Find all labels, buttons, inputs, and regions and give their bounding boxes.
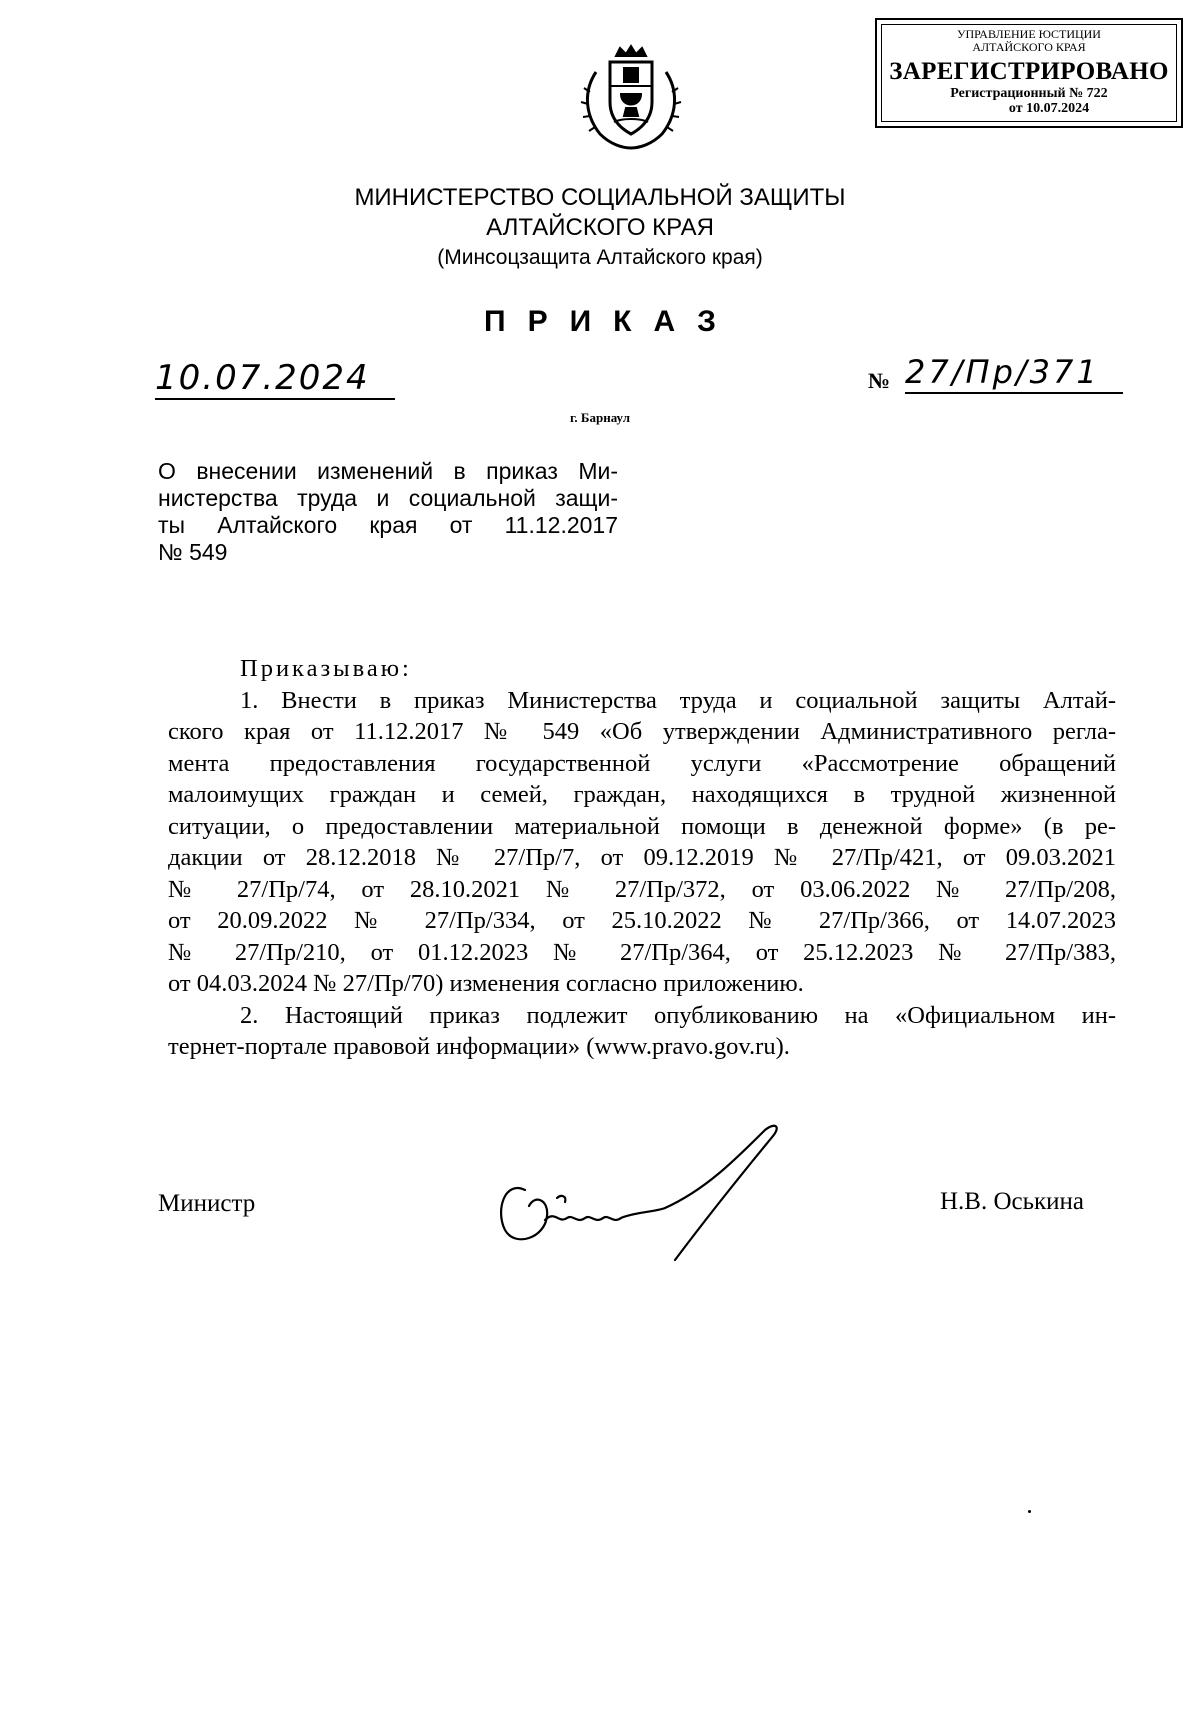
city: г. Барнаул	[569, 410, 631, 425]
stamp-registration-date: от 10.07.2024	[1008, 101, 1090, 116]
signer-role: Министр	[158, 1190, 256, 1217]
body-line: дакции от 28.12.2018 № 27/Пр/7, от 09.12.2019 № 27/Пр/421, от 09.03.2021	[168, 844, 1116, 871]
body-line: № 27/Пр/74, от 28.10.2021 № 27/Пр/372, от 03.06.2022 № 27/Пр/208,	[168, 875, 1116, 903]
ministry-header	[0, 183, 1200, 273]
signer-name: Н.В. Оськина	[940, 1188, 1085, 1215]
stamp-registration-number: Регистрационный № 722	[950, 86, 1108, 101]
scan-speck	[1028, 1510, 1031, 1513]
body-line: малоимущих граждан и семей, граждан, находящихся в трудной жизненной	[168, 781, 1116, 808]
handwritten-number: 27/Пр/371	[905, 352, 1123, 394]
coat-of-arms-icon	[576, 42, 686, 152]
ministry-name-line1: МИНИСТЕРСТВО СОЦИАЛЬНОЙ ЗАЩИТЫ	[354, 184, 846, 211]
handwritten-signature	[485, 1120, 815, 1270]
handwritten-date: 10.07.2024	[155, 358, 395, 400]
body-line: 1. Внести в приказ Министерства труда и социальной защиты Алтай-	[240, 686, 1116, 714]
body-line: 2. Настоящий приказ подлежит опубликованию на «Официальном ин-	[240, 1001, 1116, 1029]
body-line: № 27/Пр/210, от 01.12.2023 № 27/Пр/364, от 25.12.2023 № 27/Пр/383,	[168, 938, 1116, 966]
subject-line: № 549	[158, 539, 228, 565]
document-type-title: ПРИКАЗ	[484, 305, 738, 338]
number-label: №	[868, 368, 891, 393]
body-line: тернет-портале правовой информации» (www.pravo.gov.ru).	[168, 1033, 790, 1060]
stamp-status: ЗАРЕГИСТРИРОВАНО	[889, 58, 1169, 85]
body-line: от 04.03.2024 № 27/Пр/70) изменения согласно приложению.	[168, 970, 804, 997]
body-line: от 20.09.2022 № 27/Пр/334, от 25.10.2022 № 27/Пр/366, от 14.07.2023	[168, 907, 1116, 934]
body-line: ского края от 11.12.2017 № 549 «Об утверждении Административного регла-	[168, 718, 1116, 745]
body-line: ситуации, о предоставлении материальной помощи в денежной форме» (в ре-	[168, 812, 1116, 840]
subject-line: нистерства труда и социальной защи-	[158, 485, 618, 511]
registration-stamp	[875, 18, 1183, 128]
ministry-short-name: (Минсоцзащита Алтайского края)	[437, 246, 763, 269]
subject-line: О внесении изменений в приказ Ми-	[158, 458, 618, 484]
body-line: мента предоставления государственной услуги «Рассмотрение обращений	[168, 749, 1116, 777]
stamp-registration	[881, 86, 1177, 116]
order-body	[168, 653, 1116, 1063]
ministry-name-line2: АЛТАЙСКОГО КРАЯ	[486, 214, 714, 241]
subject-block	[158, 458, 618, 566]
subject-line: ты Алтайского края от 11.12.2017	[158, 512, 618, 538]
stamp-department: УПРАВЛЕНИЕ ЮСТИЦИИ АЛТАЙСКОГО КРАЯ	[957, 27, 1101, 54]
order-word: Приказываю:	[240, 655, 412, 682]
